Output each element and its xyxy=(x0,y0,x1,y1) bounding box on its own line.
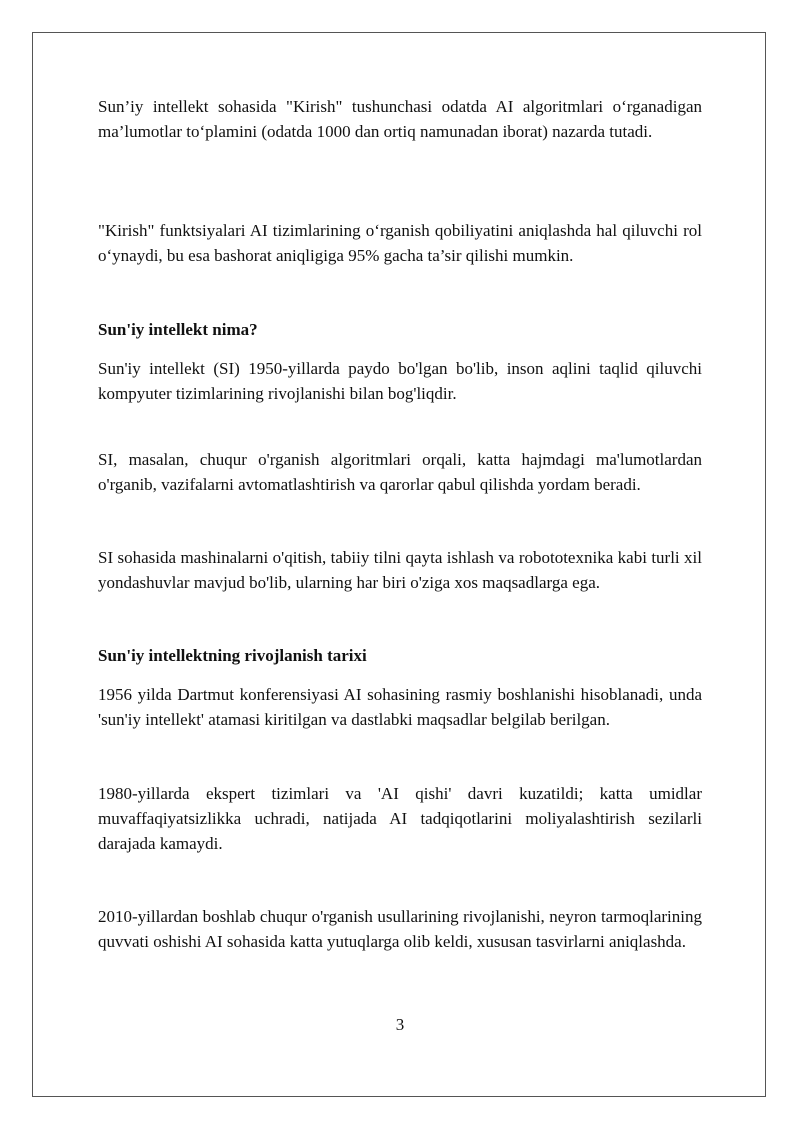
paragraph-intro-1: Sun’iy intellekt sohasida "Kirish" tushunchasi odatda AI algoritmlari o‘rganadigan ma’lumotlar to‘plamini (odatda 1000 dan ortiq namunadan iborat) nazarda tutadi. xyxy=(98,97,702,141)
page-number: 3 xyxy=(395,1015,405,1034)
paragraph-intro-2: "Kirish" funktsiyalari AI tizimlarining o‘rganish qobiliyatini aniqlashda hal qiluvchi rol o‘ynaydi, bu esa bashorat aniqligiga 95% gacha ta’sir qilishi mumkin. xyxy=(98,221,702,265)
paragraph-history-2010s: 2010-yillardan boshlab chuqur o'rganish usullarining rivojlanishi, neyron tarmoqlarining quvvati oshishi AI sohasida katta yutuqlarga olib keldi, xususan tasvirlarni aniqlashda. xyxy=(98,907,702,951)
section-heading-ai-history: Sun'iy intellektning rivojlanish tarixi xyxy=(98,646,367,665)
paragraph-ai-approaches: SI sohasida mashinalarni o'qitish, tabiiy tilni qayta ishlash va robototexnika kabi turli xil yondashuvlar mavjud bo'lib, ularning har biri o'ziga xos maqsadlarga ega. xyxy=(98,548,702,592)
section-heading-what-is-ai: Sun'iy intellekt nima? xyxy=(98,320,258,339)
paragraph-ai-learning: SI, masalan, chuqur o'rganish algoritmlari orqali, katta hajmdagi ma'lumotlardan o'rganib, vazifalarni avtomatlashtirish va qarorlar qabul qilishda yordam beradi. xyxy=(98,450,702,494)
paragraph-ai-definition: Sun'iy intellekt (SI) 1950-yillarda paydo bo'lgan bo'lib, inson aqlini taqlid qiluvchi kompyuter tizimlarining rivojlanishi bilan bog'liqdir. xyxy=(98,359,702,403)
paragraph-history-1956: 1956 yilda Dartmut konferensiyasi AI sohasining rasmiy boshlanishi hisoblanadi, unda 'sun'iy intellekt' atamasi kiritilgan va dastlabki maqsadlar belgilab berilgan. xyxy=(98,685,702,729)
paragraph-history-1980s: 1980-yillarda ekspert tizimlari va 'AI qishi' davri kuzatildi; katta umidlar muvaffaqiyatsizlikka uchradi, natijada AI tadqiqotlarini moliyalashtirish sezilarli darajada kamaydi. xyxy=(98,784,702,853)
